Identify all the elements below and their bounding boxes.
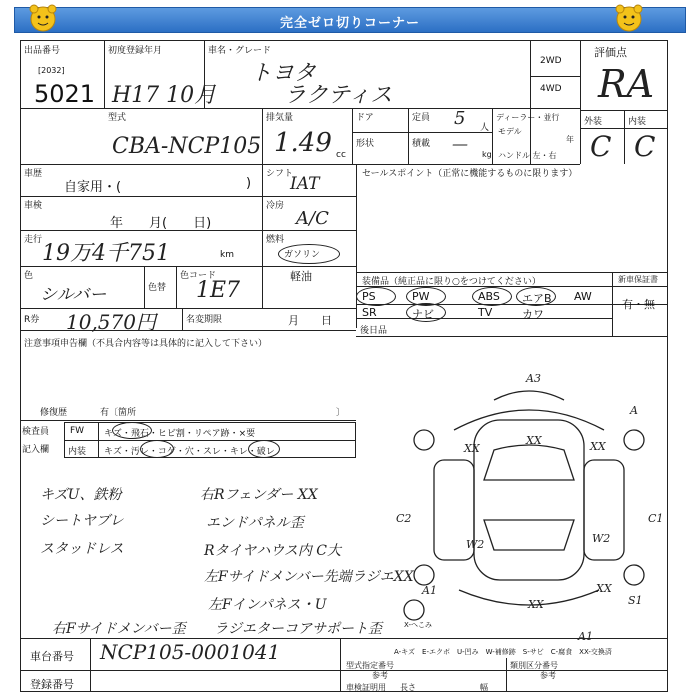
chassis-value: NCP105-0001041	[100, 640, 281, 664]
lot-number: 5021	[34, 80, 96, 108]
shape-label: 形状	[356, 139, 375, 149]
displacement-label: 排気量	[266, 113, 294, 123]
ext-label: 外装	[584, 117, 603, 127]
back-seat-label: 後日品	[360, 326, 388, 336]
handwritten-note: エンドパネル歪	[206, 515, 304, 531]
category-value: 参考	[540, 671, 556, 680]
lot-label: 出品番号	[24, 46, 61, 56]
inspector-label-1: 検査員	[22, 427, 50, 437]
equipment-item: AW	[574, 290, 592, 303]
displacement-value: 1.49	[274, 128, 332, 158]
handwritten-note: キズU、鉄粉	[40, 487, 122, 503]
fuel-label: 燃料	[266, 235, 285, 245]
recycle-value: 10,570円	[66, 310, 156, 334]
equipment-item: PS	[362, 290, 376, 303]
mascot-icon-left	[26, 4, 60, 34]
model-year-unit: 年	[566, 135, 574, 144]
equipment-item: カワ	[522, 308, 544, 321]
first-reg-label: 初度登録年月	[108, 46, 163, 56]
chassis-label: 車台番号	[30, 650, 74, 663]
banner-title: 完全ゼロ切りコーナー	[279, 16, 420, 31]
mileage-label: 走行	[24, 235, 43, 245]
diagram-mark: S1	[628, 594, 643, 607]
equipment-selected-circle	[356, 287, 396, 306]
shaken-value: 年 月( 日)	[110, 216, 212, 231]
length-label: 長さ	[400, 683, 416, 692]
ac-label: 冷房	[266, 201, 285, 211]
diagram-mark: A3	[526, 372, 541, 385]
dealer-label: ディーラー・並行	[496, 113, 560, 122]
warranty-label: 新車保証書	[618, 275, 658, 284]
fuel-diesel: 軽油	[290, 270, 312, 283]
handwritten-note: 右Rフェンダー XX	[200, 487, 318, 503]
reg-label: 登録番号	[30, 678, 74, 691]
model-value: CBA-NCP105	[112, 134, 262, 159]
equipment-selected-circle	[472, 287, 512, 306]
equipment-item: エアB	[522, 292, 552, 305]
model-year-label: モデル	[498, 127, 522, 136]
int-value: C	[634, 130, 656, 163]
handwritten-note: 左Fインパネス・U	[208, 597, 327, 613]
diagram-mark: XX	[526, 434, 542, 447]
inspector-mark-2	[140, 440, 174, 458]
width-label: 幅	[480, 683, 488, 692]
category-label: 類別区分番号	[510, 661, 558, 670]
equipment-item: PW	[412, 290, 430, 303]
model-label: 型式	[108, 113, 127, 123]
colorcode-value: 1E7	[196, 278, 241, 303]
rating-value: RA	[598, 62, 655, 106]
inspector-row1-text: キズ・飛石・ヒビ割・リペア跡・×要	[104, 429, 256, 439]
ac-value: A/C	[296, 208, 329, 229]
inspector-row2-head: 内装	[68, 447, 87, 457]
mascot-icon-right	[612, 4, 646, 34]
handwritten-note: Rタイヤハウス内 C大	[204, 543, 342, 559]
diagram-legend-2: X-へこみ	[404, 621, 432, 629]
int-label: 内装	[628, 117, 647, 127]
colorcode-label: 色コード	[180, 271, 217, 281]
displacement-unit: cc	[336, 150, 346, 160]
equipment-label: 装備品（純正品に限り○をつけてください）	[362, 277, 541, 287]
equipment-item: ナビ	[412, 308, 434, 321]
diagram-legend: A-キズ E-エクボ U-凹み W-補修跡 S-サビ C-腐食 XX-交換済	[394, 648, 612, 656]
equipment-item: TV	[478, 306, 493, 319]
handwritten-note: 左Fサイドメンバー先端ラジエXX	[204, 569, 414, 585]
equipment-item: SR	[362, 306, 377, 319]
inspector-row2-text: キズ・汚レ・コゲ・穴・スレ・キレ・破レ	[104, 447, 275, 457]
inspector-mark-1	[112, 422, 152, 439]
diagram-mark: XX	[596, 582, 612, 595]
grade: ラクティス	[284, 83, 393, 108]
door-label: ドア	[356, 113, 374, 123]
diagram-mark: W2	[466, 538, 485, 551]
history-value: 自家用・(	[64, 180, 122, 195]
drive-2wd: 2WD	[540, 56, 562, 66]
shaken-label: 車検	[24, 201, 43, 211]
diagram-mark: C2	[396, 512, 412, 525]
diagram-mark: C1	[648, 512, 664, 525]
handle-label: ハンドル 左・右	[498, 151, 557, 160]
handwritten-note: シートヤブレ	[40, 513, 124, 529]
repair-close: 〕	[336, 408, 346, 418]
drive-4wd: 4WD	[540, 84, 562, 94]
diagram-mark: A1	[422, 584, 437, 597]
repair-label: 修復歴	[40, 408, 68, 418]
equipment-item: ABS	[478, 290, 500, 303]
diagram-mark: XX	[528, 598, 544, 611]
ext-value: C	[590, 130, 612, 163]
color-value: シルバー	[40, 285, 107, 305]
name-grade-label: 車名・グレード	[208, 46, 272, 56]
type-designation-value: 参考	[372, 671, 388, 680]
page-banner	[14, 7, 686, 33]
fuel-gas: ガソリン	[284, 250, 321, 260]
shift-value: IAT	[290, 174, 320, 194]
name-change-label: 名変期限	[186, 315, 223, 325]
history-label: 車歴	[24, 169, 43, 179]
diagram-mark: A1	[578, 630, 593, 643]
first-reg-value: H17 10月	[112, 83, 217, 108]
inspector-label-2: 記入欄	[22, 445, 50, 455]
history-close: )	[246, 176, 252, 191]
repair-value: 有〔箇所	[100, 408, 137, 418]
loading-unit: kg	[482, 150, 492, 159]
selling-points-label: セールスポイント（正常に機能するものに限ります）	[362, 169, 578, 179]
diagram-mark: W2	[592, 532, 611, 545]
diagram-mark: XX	[464, 442, 480, 455]
recycle-label: R券	[24, 315, 40, 325]
capacity-value: 5	[454, 108, 466, 129]
name-change-value: 月 日	[288, 314, 332, 327]
rating-label: 評価点	[594, 46, 627, 59]
loading-label: 積載	[412, 139, 431, 149]
shift-label: シフト	[266, 169, 294, 179]
cert-label: 車検証明用	[346, 683, 386, 692]
notes-label: 注意事項申告欄（不具合内容等は具体的に記入して下さい）	[24, 339, 268, 349]
diagram-mark: A	[630, 404, 638, 417]
capacity-unit: 人	[480, 123, 490, 133]
loading-value: —	[452, 134, 468, 153]
iro-ban-label: 色替	[148, 283, 167, 293]
warranty-value: 有・無	[622, 298, 655, 311]
handwritten-note: 右Fサイドメンバー歪	[52, 621, 186, 637]
equipment-selected-circle	[406, 303, 446, 322]
type-designation-label: 型式指定番号	[346, 661, 394, 670]
handwritten-note: スタッドレス	[40, 541, 124, 557]
car-name: トヨタ	[250, 61, 317, 86]
inspector-mark-3	[248, 440, 280, 458]
color-label: 色	[24, 271, 34, 281]
handwritten-note: ラジエターコアサポート歪	[214, 621, 382, 637]
capacity-label: 定員	[412, 113, 431, 123]
lot-code: [2032]	[38, 66, 65, 75]
equipment-selected-circle	[516, 287, 556, 306]
inspector-row1-head: FW	[70, 426, 85, 436]
mileage-value: 19万4千751	[42, 241, 170, 266]
diagram-mark: XX	[590, 440, 606, 453]
mileage-unit: km	[220, 250, 234, 260]
